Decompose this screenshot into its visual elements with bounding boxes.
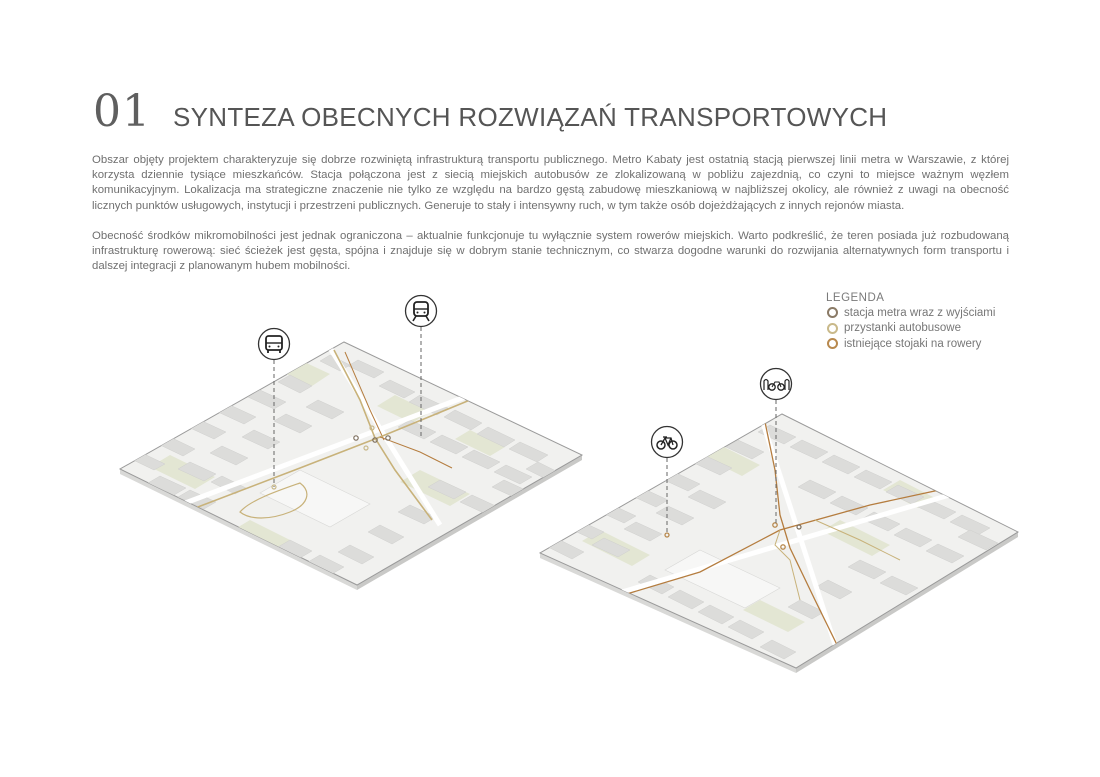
metro-train-icon [406,296,437,327]
intro-paragraph: Obszar objęty projektem charakteryzuje się dobrze rozwiniętą infrastrukturą transportu publicznego. Metro Kabaty jest ostatnią stacją pierwszej linii metra w Warszawie, z której korzysta dziennie tysiące mieszkańców. Stacja połączona jest z siecią miejskich autobusów ze zlokalizowaną w pobliżu zajezdnią, co czyni to miejsce ważnym węzłem komunikacyjnym. Lokalizacja ma strategiczne znaczenie nie tylko ze względu na bardzo gęstą zabudowę mieszkaniową w najbliższej okolicy, ale również z uwagi na obecność licznych punktów usługowych, instytucji i przestrzeni publicznych. Generuje to stały i intensywny ruch, w tym także osób dojeżdżających z innych rejonów miasta. [92,154,1009,212]
bicycle-icon [652,427,683,458]
section-number: 01 [93,86,151,137]
page-title: SYNTEZA OBECNYCH ROZWIĄZAŃ TRANSPORTOWYCH [173,102,888,132]
map-public-transport [120,296,582,591]
bike-rack-icon [761,369,792,400]
legend-title: LEGENDA [826,292,885,304]
legend-label-bus-stops: przystanki autobusowe [844,322,961,335]
bus-icon [259,329,290,360]
micromobility-paragraph: Obecność środków mikromobilności jest jednak ograniczona – aktualnie funkcjonuje tu wyłącznie system rowerów miejskich. Warto podkreślić, że teren posiada już rozbudowaną infrastrukturę rowerową: sieć ścieżek jest gęsta, spójna i znajduje się w dobrym stanie technicznym, co stwarza dogodne warunki do rozwijania alternatywnych form transportu i dalszej integracji z planowanym hubem mobilności. [92,230,1009,273]
legend-label-bike-racks: istniejące stojaki na rowery [844,337,982,350]
legend-label-metro: stacja metra wraz z wyjściami [844,306,996,319]
map-micromobility [540,369,1018,674]
